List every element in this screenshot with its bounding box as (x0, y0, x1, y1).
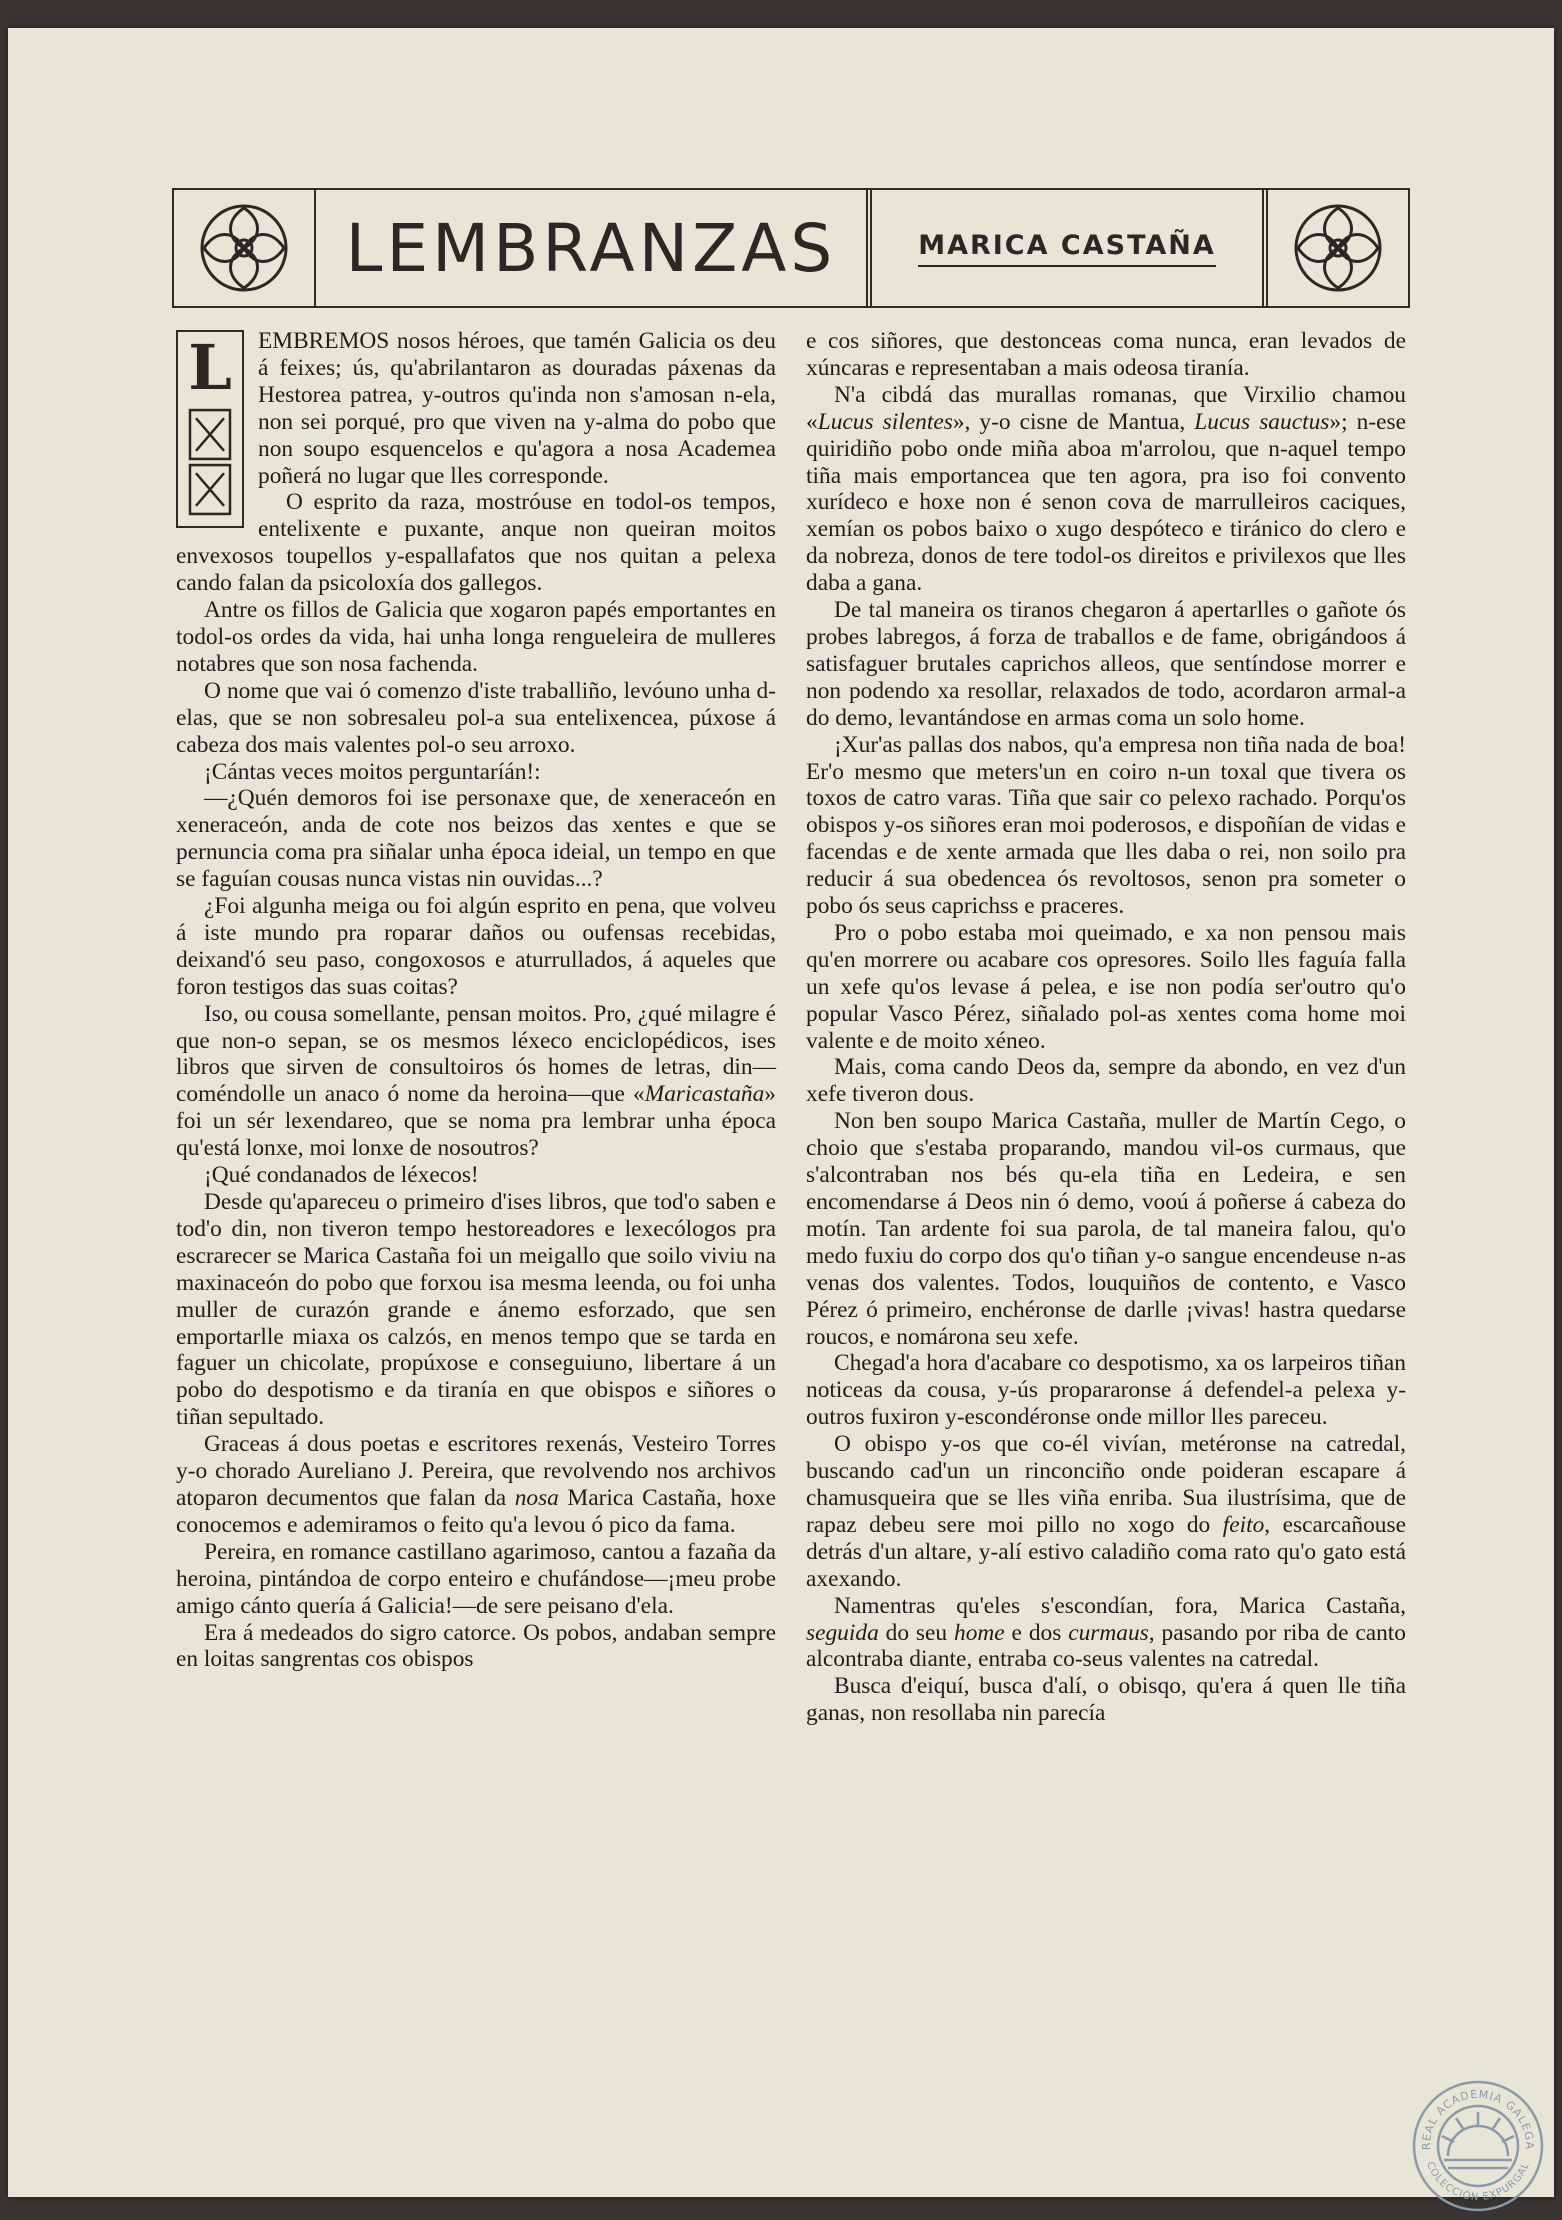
paragraph: Antre os fillos de Galicia que xogaron papés emportantes en todol-os ordes da vida, hai unha longa rengueleira de mulleres notabres que son nosa fachenda. (176, 597, 776, 677)
drop-cap-rest: EMBREMOS (258, 328, 390, 354)
paragraph: ¡Cántas veces moitos perguntaríán!: (204, 758, 541, 785)
drop-cap (176, 330, 244, 528)
seal-icon (1408, 2076, 1548, 2216)
author-cell (872, 190, 1268, 306)
right-ornament (1268, 190, 1408, 306)
paragraph: ¡Xur'as pallas dos nabos, qu'a empresa non tiña nada de boa! Er'o mesmo que meters'un en coiro n-un toxal que tivera os toxos de catro varas. Tiña que sair co pelexo rachado. Porqu'os obispos y-os siñores eran moi poderosos, e dispoñían de vidas e facendas e de xente armada que lles daba o rei, non soilo pra reducir á sua obedencea ós revoltosos, senon pra someter o pobo ós seus caprichss e praceres. (806, 731, 1406, 920)
title-cell (316, 190, 872, 306)
paragraph: N'a cibdá das murallas romanas, que Virxilio chamou «Lucus silentes», y-o cisne de Mantua, Lucus sauctus»; n-ese quiridiño pobo onde miña aboa m'arrolou, que n-aquel tempo tiña mais emportancea que ten agora, pra iso foi convento xurídeco e hoxe non é senon cova de marrulleiros caciques, xemían os pobos baixo o xugo despóteco e tiránico do clero e da nobreza, donos de tere todol-os direitos e privilexos que lles daba a gana. (806, 381, 1406, 597)
paragraph: O nome que vai ó comenzo d'iste traballiño, levóuno unha d-elas, que se non sobresaleu pol-a sua entelixencea, púxose á cabeza dos mais valentes pol-o seu arroxo. (176, 677, 776, 758)
paragraph: e cos siñores, que destonceas coma nunca, eran levados de xúncaras e representaban a mais odeosa tiranía. (806, 328, 1406, 381)
paragraph: De tal maneira os tiranos chegaron á apertarlles o gañote ós probes labregos, á forza de traballos e de fame, obrigándoos á satisfaguer brutales caprichos alleos, que sentíndose morrer e non podendo xa resollar, relaxados de todo, acordaron armal-a do demo, levantándose en armas coma un solo home. (806, 597, 1406, 731)
paragraph: Graceas á dous poetas e escritores rexenás, Vesteiro Torres y-o chorado Aureliano J. Pereira, que revolvendo nos archivos atoparon decumentos que falan da nosa Marica Castaña, hoxe conocemos e ademiramos o feito qu'a levou ó pico da fama. (176, 1431, 776, 1538)
paragraph: O obispo y-os que co-él vivían, metéronse na catredal, buscando cad'un un rinconciño onde poideran escapare á chamusqueira que se lles viña enriba. Sua ilustrísima, que de rapaz debeu sere moi pillo no xogo do feito, escarcañouse detrás d'un altare, y-alí estivo caladiño coma rato qu'o gato está axexando. (806, 1431, 1406, 1592)
article-title: LEMBRANZAS (345, 209, 837, 287)
paragraph: Chegad'a hora d'acabare co despotismo, xa os larpeiros tiñan noticeas da cousa, y-ús propararonse á defendel-a pelexa y-outros fuxiron y-escondéronse onde millor lles pareceu. (806, 1350, 1406, 1431)
academy-stamp (1408, 2076, 1548, 2220)
paragraph: Iso, ou cousa somellante, pensan moitos. Pro, ¿qué milagre é que non-o sepan, se os mesmos léxeco enciclopédicos, ises libros que sirven de consultoiros ós homes de letras, din—coméndolle un anaco ó nome da heroina—que «Maricastaña» foi un sér lexendareo, que se noma pra lembrar unha época qu'está lonxe, moi lonxe de nosoutros? (176, 1000, 776, 1162)
left-ornament (174, 190, 316, 306)
paragraph: Busca d'eiquí, busca d'alí, o obisqo, qu'era á quen lle tiña ganas, non resollaba nin parecía (806, 1673, 1406, 1727)
article-header (172, 188, 1410, 308)
left-column (176, 328, 776, 1673)
paragraph: Pereira, en romance castillano agarimoso, cantou a fazaña da heroina, pintándoa de corpo enteiro e chufándose—¡meu probe amigo cánto quería á Galicia!—de sere peisano d'ela. (176, 1538, 776, 1619)
celtic-cross-icon (1290, 200, 1386, 296)
svg-text:COLECCIÓN EXPURGAL: COLECCIÓN EXPURGAL (1423, 2160, 1532, 2204)
paragraph: Non ben soupo Marica Castaña, muller de Martín Cego, o choio que s'estaba proparando, mandou vil-os curmaus, que s'alcontraban nos bés qu-ela tiña en Ledeira, e sen encomendarse á Deos nin ó demo, vooú á poñerse á cabeza do motín. Tan ardente foi sua parola, de tal maneira falou, qu'o medo fuxiu do corpo dos qu'o tiñan y-o sangue encendeuse n-as venas dos valentes. Todos, louquiños de contento, e Vasco Pérez ó primeiro, enchéronse de darlle ¡vivas! hastra quedarse roucos, e nomárona seu xefe. (806, 1108, 1406, 1350)
right-column (806, 328, 1406, 1727)
paragraph: Pro o pobo estaba moi queimado, e xa non pensou mais qu'en morrere ou acabare cos opresores. Soilo lles faguía falla un xefe qu'os levase á pelea, e ise non podía ser'outro qu'o popular Vasco Pérez, siñalado pol-as xentes coma home moi valente e de moito xéneo. (806, 919, 1406, 1054)
celtic-cross-icon (196, 200, 292, 296)
drop-cap-ornament-icon (186, 406, 234, 518)
paragraph: —¿Quén demoros foi ise personaxe que, de xeneraceón en xeneraceón, anda de cote nos beizos das xentes e que se pernuncia coma pra siñalar unha época ideial, un tempo en que se faguían cousas nunca vistas nin ouvidas...? (176, 785, 776, 893)
paragraph: Mais, coma cando Deos da, sempre da abondo, en vez d'un xefe tiveron dous. (806, 1054, 1406, 1108)
paragraph: Desde qu'apareceu o primeiro d'ises libros, que tod'o saben e tod'o din, non tiveron tempo hestoreadores e lexecólogos pra escrarecer se Marica Castaña foi un meigallo que soilo viviu na maxinaceón do pobo que forxou isa mesma leenda, ou foi unha muller de curazón grande e ánemo esforzado, que sen emportarlle miaxa os calzós, en menos tempo que se tarda en faguer un chicolate, propúxose e conseguiuno, libertare á un pobo do despotismo e da tiranía en que obispos e siñores o tiñan sepultado. (176, 1189, 776, 1431)
paragraph: ¡Qué condanados de léxecos! (204, 1162, 479, 1189)
drop-cap-letter: L (188, 331, 232, 404)
newspaper-page (8, 28, 1554, 2204)
paragraph: Namentras qu'eles s'escondían, fora, Marica Castaña, seguida do seu home e dos curmaus, pasando por riba de canto alcontraba diante, entraba co-seus valentes na catredal. (806, 1592, 1406, 1673)
paragraph: O esprito da raza, mostróuse en todol-os tempos, entelixente e puxante, anque non queiran moitos envexosos toupellos y-espallafatos que nos quitan a pelexa cando falan da psicoloxía dos gallegos. (176, 489, 776, 597)
paragraph: ¿Foi algunha meiga ou foi algún esprito en pena, que volveu á iste mundo pra roparar daños ou oufensas recebidas, deixand'ó seu paso, congoxosos e aturrullados, á aqueles que foron testigos das suas coitas? (176, 893, 776, 1000)
paragraph: Era á medeados do sigro catorce. Os pobos, andaban sempre en loitas sangrentas cos obispos (176, 1619, 776, 1673)
article-author: MARICA CASTAÑA (918, 230, 1216, 267)
svg-text:REAL ACADEMIA GALEGA: REAL ACADEMIA GALEGA (1419, 2087, 1537, 2151)
paragraph: L EMBREMOS nosos héroes, que tamén Galicia os deu á feixes; ús, qu'abrilantaron as douradas páxenas da Hestorea patrea, y-outros qu'inda non s'amosan n-ela, non sei porqué, pro que viven na y-alma do pobo que non soupo esquencelos e qu'agora a nosa Academea poñerá no lugar que lles corresponde. (176, 328, 776, 489)
